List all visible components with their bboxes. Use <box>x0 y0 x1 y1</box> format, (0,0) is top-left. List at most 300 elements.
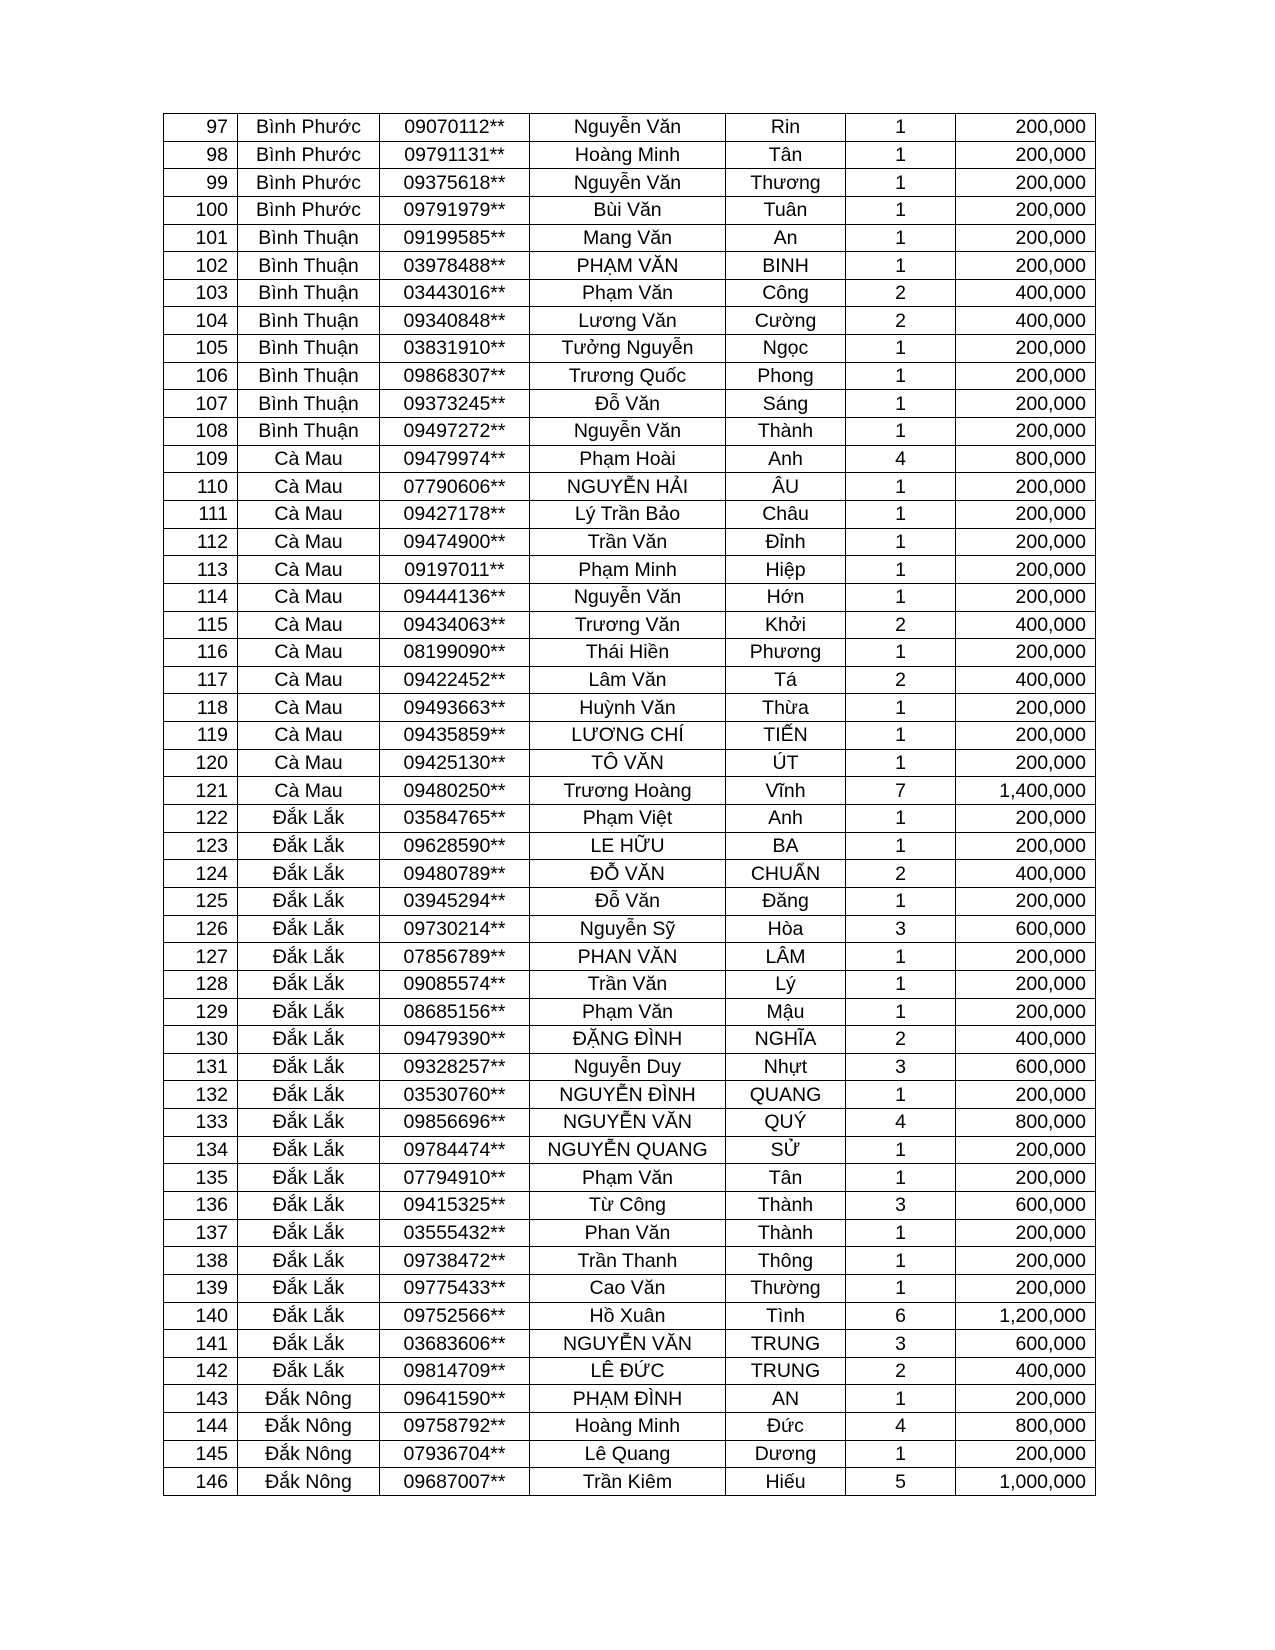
surname-cell: Lương Văn <box>530 307 726 335</box>
table-row <box>164 169 1096 197</box>
table-row <box>164 252 1096 280</box>
given-name-cell: Châu <box>726 500 846 528</box>
phone-cell: 03945294** <box>380 887 530 915</box>
surname-cell: Phan Văn <box>530 1219 726 1247</box>
row-number: 120 <box>164 749 238 777</box>
surname-cell: NGUYỄN QUANG <box>530 1136 726 1164</box>
table-row <box>164 611 1096 639</box>
amount-cell: 200,000 <box>956 694 1096 722</box>
phone-cell: 09434063** <box>380 611 530 639</box>
given-name-cell: BA <box>726 832 846 860</box>
row-number: 132 <box>164 1081 238 1109</box>
phone-cell: 03530760** <box>380 1081 530 1109</box>
province-cell: Cà Mau <box>238 500 380 528</box>
row-number: 101 <box>164 224 238 252</box>
table-row <box>164 1247 1096 1275</box>
surname-cell: Nguyễn Duy <box>530 1053 726 1081</box>
phone-cell: 07790606** <box>380 473 530 501</box>
row-number: 143 <box>164 1385 238 1413</box>
given-name-cell: TIẾN <box>726 722 846 750</box>
quantity-cell: 1 <box>846 556 956 584</box>
row-number: 134 <box>164 1136 238 1164</box>
row-number: 104 <box>164 307 238 335</box>
phone-cell: 09752566** <box>380 1302 530 1330</box>
phone-cell: 09730214** <box>380 915 530 943</box>
quantity-cell: 2 <box>846 860 956 888</box>
surname-cell: LE HỮU <box>530 832 726 860</box>
table-row <box>164 224 1096 252</box>
phone-cell: 09085574** <box>380 970 530 998</box>
province-cell: Đắk Lắk <box>238 1302 380 1330</box>
quantity-cell: 4 <box>846 1109 956 1137</box>
table-row <box>164 1191 1096 1219</box>
quantity-cell: 2 <box>846 1026 956 1054</box>
phone-cell: 09444136** <box>380 583 530 611</box>
table-row <box>164 390 1096 418</box>
surname-cell: Nguyễn Văn <box>530 583 726 611</box>
quantity-cell: 1 <box>846 500 956 528</box>
table-row <box>164 1219 1096 1247</box>
given-name-cell: ÂU <box>726 473 846 501</box>
phone-cell: 09422452** <box>380 666 530 694</box>
table-row <box>164 141 1096 169</box>
province-cell: Đắk Lắk <box>238 1136 380 1164</box>
phone-cell: 09493663** <box>380 694 530 722</box>
quantity-cell: 1 <box>846 805 956 833</box>
phone-cell: 07936704** <box>380 1440 530 1468</box>
surname-cell: PHAN VĂN <box>530 943 726 971</box>
quantity-cell: 1 <box>846 224 956 252</box>
quantity-cell: 1 <box>846 1440 956 1468</box>
given-name-cell: Thừa <box>726 694 846 722</box>
quantity-cell: 1 <box>846 1219 956 1247</box>
given-name-cell: Đỉnh <box>726 528 846 556</box>
table-row <box>164 749 1096 777</box>
surname-cell: Phạm Văn <box>530 1164 726 1192</box>
province-cell: Bình Thuận <box>238 362 380 390</box>
quantity-cell: 1 <box>846 749 956 777</box>
table-row <box>164 1164 1096 1192</box>
province-cell: Bình Thuận <box>238 335 380 363</box>
quantity-cell: 1 <box>846 887 956 915</box>
table-row <box>164 500 1096 528</box>
amount-cell: 600,000 <box>956 915 1096 943</box>
province-cell: Đắk Lắk <box>238 1274 380 1302</box>
row-number: 145 <box>164 1440 238 1468</box>
quantity-cell: 1 <box>846 1136 956 1164</box>
table-row <box>164 1026 1096 1054</box>
table-row <box>164 639 1096 667</box>
given-name-cell: Hớn <box>726 583 846 611</box>
phone-cell: 09775433** <box>380 1274 530 1302</box>
amount-cell: 200,000 <box>956 1247 1096 1275</box>
row-number: 110 <box>164 473 238 501</box>
amount-cell: 200,000 <box>956 169 1096 197</box>
row-number: 99 <box>164 169 238 197</box>
province-cell: Đắk Lắk <box>238 943 380 971</box>
quantity-cell: 3 <box>846 915 956 943</box>
quantity-cell: 1 <box>846 943 956 971</box>
row-number: 127 <box>164 943 238 971</box>
province-cell: Cà Mau <box>238 666 380 694</box>
table-row <box>164 1440 1096 1468</box>
amount-cell: 400,000 <box>956 307 1096 335</box>
row-number: 146 <box>164 1468 238 1496</box>
amount-cell: 200,000 <box>956 114 1096 142</box>
amount-cell: 200,000 <box>956 418 1096 446</box>
phone-cell: 09480789** <box>380 860 530 888</box>
province-cell: Cà Mau <box>238 749 380 777</box>
surname-cell: NGUYỄN ĐÌNH <box>530 1081 726 1109</box>
given-name-cell: Nhựt <box>726 1053 846 1081</box>
surname-cell: PHẠM ĐÌNH <box>530 1385 726 1413</box>
given-name-cell: Mậu <box>726 998 846 1026</box>
surname-cell: Bùi Văn <box>530 196 726 224</box>
table-row <box>164 1136 1096 1164</box>
surname-cell: NGUYỄN VĂN <box>530 1109 726 1137</box>
table-body <box>164 114 1096 1496</box>
row-number: 114 <box>164 583 238 611</box>
amount-cell: 200,000 <box>956 224 1096 252</box>
province-cell: Đắk Nông <box>238 1413 380 1441</box>
amount-cell: 200,000 <box>956 473 1096 501</box>
row-number: 133 <box>164 1109 238 1137</box>
table-row <box>164 307 1096 335</box>
surname-cell: Trương Hoàng <box>530 777 726 805</box>
phone-cell: 07856789** <box>380 943 530 971</box>
province-cell: Cà Mau <box>238 556 380 584</box>
table-row <box>164 722 1096 750</box>
given-name-cell: Lý <box>726 970 846 998</box>
amount-cell: 400,000 <box>956 279 1096 307</box>
table-row <box>164 1357 1096 1385</box>
phone-cell: 09375618** <box>380 169 530 197</box>
table-row <box>164 1468 1096 1496</box>
given-name-cell: Phong <box>726 362 846 390</box>
phone-cell: 03584765** <box>380 805 530 833</box>
surname-cell: Trương Quốc <box>530 362 726 390</box>
amount-cell: 1,000,000 <box>956 1468 1096 1496</box>
quantity-cell: 1 <box>846 473 956 501</box>
row-number: 141 <box>164 1330 238 1358</box>
surname-cell: Đỗ Văn <box>530 887 726 915</box>
given-name-cell: Tình <box>726 1302 846 1330</box>
surname-cell: TÔ VĂN <box>530 749 726 777</box>
quantity-cell: 2 <box>846 307 956 335</box>
quantity-cell: 1 <box>846 335 956 363</box>
phone-cell: 09474900** <box>380 528 530 556</box>
province-cell: Đắk Lắk <box>238 915 380 943</box>
phone-cell: 09415325** <box>380 1191 530 1219</box>
phone-cell: 07794910** <box>380 1164 530 1192</box>
table-row <box>164 445 1096 473</box>
province-cell: Đắk Lắk <box>238 1191 380 1219</box>
phone-cell: 09758792** <box>380 1413 530 1441</box>
row-number: 128 <box>164 970 238 998</box>
quantity-cell: 1 <box>846 362 956 390</box>
row-number: 103 <box>164 279 238 307</box>
row-number: 129 <box>164 998 238 1026</box>
province-cell: Cà Mau <box>238 473 380 501</box>
phone-cell: 09197011** <box>380 556 530 584</box>
surname-cell: Nguyễn Sỹ <box>530 915 726 943</box>
quantity-cell: 1 <box>846 528 956 556</box>
province-cell: Bình Thuận <box>238 252 380 280</box>
surname-cell: Phạm Việt <box>530 805 726 833</box>
province-cell: Đắk Lắk <box>238 1330 380 1358</box>
given-name-cell: Anh <box>726 805 846 833</box>
quantity-cell: 2 <box>846 611 956 639</box>
province-cell: Cà Mau <box>238 694 380 722</box>
quantity-cell: 3 <box>846 1191 956 1219</box>
amount-cell: 600,000 <box>956 1191 1096 1219</box>
row-number: 118 <box>164 694 238 722</box>
surname-cell: Nguyễn Văn <box>530 418 726 446</box>
row-number: 102 <box>164 252 238 280</box>
surname-cell: ĐẶNG ĐÌNH <box>530 1026 726 1054</box>
phone-cell: 03443016** <box>380 279 530 307</box>
given-name-cell: Thành <box>726 418 846 446</box>
surname-cell: Huỳnh Văn <box>530 694 726 722</box>
amount-cell: 200,000 <box>956 556 1096 584</box>
province-cell: Bình Phước <box>238 141 380 169</box>
data-table <box>163 113 1096 1496</box>
amount-cell: 200,000 <box>956 1081 1096 1109</box>
table-row <box>164 970 1096 998</box>
row-number: 140 <box>164 1302 238 1330</box>
surname-cell: Lê Quang <box>530 1440 726 1468</box>
given-name-cell: Tân <box>726 141 846 169</box>
province-cell: Cà Mau <box>238 639 380 667</box>
province-cell: Bình Thuận <box>238 279 380 307</box>
phone-cell: 09791131** <box>380 141 530 169</box>
quantity-cell: 1 <box>846 1081 956 1109</box>
quantity-cell: 4 <box>846 1413 956 1441</box>
quantity-cell: 2 <box>846 666 956 694</box>
quantity-cell: 5 <box>846 1468 956 1496</box>
amount-cell: 200,000 <box>956 998 1096 1026</box>
amount-cell: 200,000 <box>956 722 1096 750</box>
phone-cell: 09435859** <box>380 722 530 750</box>
province-cell: Bình Phước <box>238 169 380 197</box>
given-name-cell: Ngọc <box>726 335 846 363</box>
given-name-cell: Sáng <box>726 390 846 418</box>
amount-cell: 200,000 <box>956 1164 1096 1192</box>
row-number: 98 <box>164 141 238 169</box>
amount-cell: 200,000 <box>956 583 1096 611</box>
table-row <box>164 998 1096 1026</box>
given-name-cell: Thành <box>726 1191 846 1219</box>
province-cell: Cà Mau <box>238 777 380 805</box>
amount-cell: 400,000 <box>956 1357 1096 1385</box>
amount-cell: 200,000 <box>956 1136 1096 1164</box>
given-name-cell: Anh <box>726 445 846 473</box>
province-cell: Cà Mau <box>238 583 380 611</box>
surname-cell: Trần Kiêm <box>530 1468 726 1496</box>
surname-cell: Phạm Minh <box>530 556 726 584</box>
amount-cell: 200,000 <box>956 141 1096 169</box>
row-number: 142 <box>164 1357 238 1385</box>
surname-cell: Phạm Văn <box>530 998 726 1026</box>
province-cell: Đắk Lắk <box>238 805 380 833</box>
phone-cell: 09868307** <box>380 362 530 390</box>
given-name-cell: LÂM <box>726 943 846 971</box>
given-name-cell: Thông <box>726 1247 846 1275</box>
quantity-cell: 1 <box>846 390 956 418</box>
phone-cell: 09856696** <box>380 1109 530 1137</box>
amount-cell: 200,000 <box>956 970 1096 998</box>
given-name-cell: Tân <box>726 1164 846 1192</box>
surname-cell: Phạm Văn <box>530 279 726 307</box>
quantity-cell: 3 <box>846 1330 956 1358</box>
row-number: 106 <box>164 362 238 390</box>
province-cell: Bình Phước <box>238 114 380 142</box>
row-number: 124 <box>164 860 238 888</box>
phone-cell: 09784474** <box>380 1136 530 1164</box>
row-number: 105 <box>164 335 238 363</box>
surname-cell: Trần Văn <box>530 528 726 556</box>
phone-cell: 09480250** <box>380 777 530 805</box>
phone-cell: 09497272** <box>380 418 530 446</box>
table-row <box>164 1302 1096 1330</box>
amount-cell: 600,000 <box>956 1053 1096 1081</box>
given-name-cell: Thương <box>726 169 846 197</box>
row-number: 137 <box>164 1219 238 1247</box>
surname-cell: Lâm Văn <box>530 666 726 694</box>
row-number: 130 <box>164 1026 238 1054</box>
table-row <box>164 335 1096 363</box>
surname-cell: ĐỖ VĂN <box>530 860 726 888</box>
surname-cell: Mang Văn <box>530 224 726 252</box>
phone-cell: 09628590** <box>380 832 530 860</box>
row-number: 109 <box>164 445 238 473</box>
surname-cell: Đỗ Văn <box>530 390 726 418</box>
amount-cell: 200,000 <box>956 500 1096 528</box>
quantity-cell: 1 <box>846 998 956 1026</box>
surname-cell: Hoàng Minh <box>530 1413 726 1441</box>
table-row <box>164 556 1096 584</box>
province-cell: Đắk Lắk <box>238 1164 380 1192</box>
table-row <box>164 666 1096 694</box>
table-row <box>164 1081 1096 1109</box>
row-number: 116 <box>164 639 238 667</box>
province-cell: Đắk Lắk <box>238 832 380 860</box>
given-name-cell: Vĩnh <box>726 777 846 805</box>
quantity-cell: 3 <box>846 1053 956 1081</box>
amount-cell: 400,000 <box>956 666 1096 694</box>
given-name-cell: Thành <box>726 1219 846 1247</box>
given-name-cell: Đăng <box>726 887 846 915</box>
given-name-cell: Phương <box>726 639 846 667</box>
phone-cell: 08685156** <box>380 998 530 1026</box>
surname-cell: PHẠM VĂN <box>530 252 726 280</box>
given-name-cell: Hòa <box>726 915 846 943</box>
given-name-cell: ÚT <box>726 749 846 777</box>
phone-cell: 09427178** <box>380 500 530 528</box>
row-number: 107 <box>164 390 238 418</box>
row-number: 113 <box>164 556 238 584</box>
surname-cell: Cao Văn <box>530 1274 726 1302</box>
quantity-cell: 1 <box>846 970 956 998</box>
phone-cell: 09687007** <box>380 1468 530 1496</box>
quantity-cell: 1 <box>846 169 956 197</box>
phone-cell: 09791979** <box>380 196 530 224</box>
table-row <box>164 915 1096 943</box>
given-name-cell: Tuân <box>726 196 846 224</box>
amount-cell: 200,000 <box>956 252 1096 280</box>
table-row <box>164 418 1096 446</box>
province-cell: Đắk Nông <box>238 1385 380 1413</box>
table-row <box>164 583 1096 611</box>
province-cell: Bình Thuận <box>238 390 380 418</box>
given-name-cell: An <box>726 224 846 252</box>
amount-cell: 200,000 <box>956 528 1096 556</box>
surname-cell: Nguyễn Văn <box>530 114 726 142</box>
given-name-cell: Hiếu <box>726 1468 846 1496</box>
amount-cell: 200,000 <box>956 1274 1096 1302</box>
given-name-cell: Công <box>726 279 846 307</box>
given-name-cell: Tá <box>726 666 846 694</box>
row-number: 138 <box>164 1247 238 1275</box>
row-number: 136 <box>164 1191 238 1219</box>
phone-cell: 09479974** <box>380 445 530 473</box>
province-cell: Đắk Lắk <box>238 1357 380 1385</box>
row-number: 125 <box>164 887 238 915</box>
province-cell: Đắk Lắk <box>238 1219 380 1247</box>
table-row <box>164 777 1096 805</box>
phone-cell: 09328257** <box>380 1053 530 1081</box>
surname-cell: Lý Trần Bảo <box>530 500 726 528</box>
province-cell: Đắk Lắk <box>238 1081 380 1109</box>
amount-cell: 400,000 <box>956 860 1096 888</box>
province-cell: Đắk Lắk <box>238 1053 380 1081</box>
table-row <box>164 196 1096 224</box>
row-number: 97 <box>164 114 238 142</box>
given-name-cell: SỬ <box>726 1136 846 1164</box>
quantity-cell: 1 <box>846 196 956 224</box>
amount-cell: 800,000 <box>956 1109 1096 1137</box>
surname-cell: Thái Hiền <box>530 639 726 667</box>
province-cell: Bình Phước <box>238 196 380 224</box>
given-name-cell: TRUNG <box>726 1330 846 1358</box>
row-number: 126 <box>164 915 238 943</box>
phone-cell: 09340848** <box>380 307 530 335</box>
phone-cell: 09479390** <box>380 1026 530 1054</box>
quantity-cell: 4 <box>846 445 956 473</box>
phone-cell: 09814709** <box>380 1357 530 1385</box>
row-number: 111 <box>164 500 238 528</box>
surname-cell: Tưởng Nguyễn <box>530 335 726 363</box>
surname-cell: LƯƠNG CHÍ <box>530 722 726 750</box>
province-cell: Đắk Nông <box>238 1468 380 1496</box>
surname-cell: Trần Văn <box>530 970 726 998</box>
table-row <box>164 1413 1096 1441</box>
table-row <box>164 114 1096 142</box>
table-row <box>164 528 1096 556</box>
province-cell: Cà Mau <box>238 611 380 639</box>
amount-cell: 200,000 <box>956 1219 1096 1247</box>
amount-cell: 1,200,000 <box>956 1302 1096 1330</box>
quantity-cell: 7 <box>846 777 956 805</box>
province-cell: Đắk Lắk <box>238 860 380 888</box>
table-row <box>164 1053 1096 1081</box>
row-number: 139 <box>164 1274 238 1302</box>
quantity-cell: 1 <box>846 722 956 750</box>
phone-cell: 08199090** <box>380 639 530 667</box>
amount-cell: 200,000 <box>956 335 1096 363</box>
amount-cell: 1,400,000 <box>956 777 1096 805</box>
table-row <box>164 694 1096 722</box>
